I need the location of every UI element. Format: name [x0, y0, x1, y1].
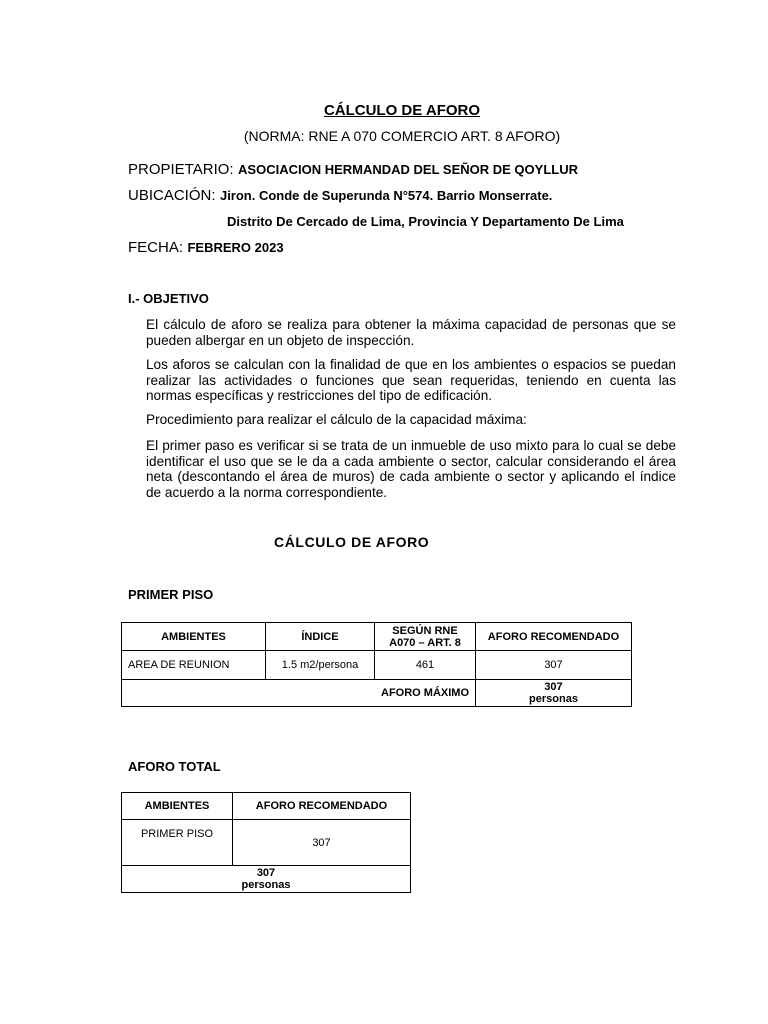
header-ambientes: AMBIENTES	[122, 623, 266, 651]
first-floor-heading: PRIMER PISO	[128, 587, 214, 602]
table-row	[122, 651, 632, 680]
location-value-2: Distrito De Cercado de Lima, Provincia Y Departamento De Lima	[227, 214, 624, 229]
objective-paragraph-3: Procedimiento para realizar el cálculo de la capacidad máxima:	[146, 412, 527, 427]
owner-value: ASOCIACION HERMANDAD DEL SEÑOR DE QOYLLUR	[238, 162, 578, 177]
max-value: 307	[544, 681, 563, 693]
total-sum-cell	[122, 866, 411, 893]
max-label: AFORO MÁXIMO	[122, 680, 476, 707]
total-value: 307	[256, 867, 276, 879]
header-aforo-recomendado: AFORO RECOMENDADO	[476, 623, 632, 651]
date-line	[128, 239, 284, 257]
owner-line	[128, 161, 578, 179]
document-subtitle: (NORMA: RNE A 070 COMERCIO ART. 8 AFORO)	[243, 128, 561, 144]
max-unit: personas	[529, 693, 578, 705]
table-max-row	[122, 680, 632, 707]
location-line	[128, 187, 552, 205]
header-segun-rne-line-1: SEGÚN RNE	[392, 624, 458, 637]
date-label: FECHA:	[128, 239, 184, 256]
total-header-aforo: AFORO RECOMENDADO	[233, 793, 411, 820]
header-segun-rne	[375, 623, 476, 651]
location-label: UBICACIÓN:	[128, 187, 216, 204]
total-header-ambientes: AMBIENTES	[122, 793, 233, 820]
total-sum-row	[122, 866, 411, 893]
calc-heading: CÁLCULO DE AFORO	[274, 534, 430, 550]
location-value-1: Jiron. Conde de Superunda N°574. Barrio Monserrate.	[219, 188, 553, 203]
objective-paragraph-4: El primer paso es verificar si se trata de un inmueble de uso mixto para lo cual se debe identificar el uso que se le da a cada ambiente o sector, calcular considerando el área neta (descontando el área de muros) de cada ambiente o sector y aplicando el índice de acuerdo a la norma correspondiente.	[146, 438, 676, 500]
total-header-row	[122, 793, 411, 820]
document-title: CÁLCULO DE AFORO	[323, 102, 481, 119]
cell-indice: 1.5 m2/persona	[266, 651, 375, 680]
date-value: FEBRERO 2023	[187, 240, 284, 255]
table-row	[122, 820, 411, 866]
first-floor-table	[121, 622, 632, 707]
total-heading: AFORO TOTAL	[128, 759, 221, 774]
total-table	[121, 792, 411, 893]
cell-ambiente: AREA DE REUNION	[122, 651, 266, 680]
total-cell-ambiente: PRIMER PISO	[122, 820, 233, 866]
objective-heading: I.- OBJETIVO	[128, 291, 209, 306]
max-value-cell	[476, 680, 632, 707]
owner-label: PROPIETARIO:	[128, 161, 234, 178]
header-indice: ÍNDICE	[266, 623, 375, 651]
cell-aforo: 307	[476, 651, 632, 680]
objective-paragraph-1: El cálculo de aforo se realiza para obtener la máxima capacidad de personas que se pueden albergar en un objeto de inspección.	[146, 317, 676, 348]
table-header-row	[122, 623, 632, 651]
objective-paragraph-2: Los aforos se calculan con la finalidad de que en los ambientes o espacios se puedan realizar las actividades o funciones que sean requeridas, teniendo en cuenta las normas específicas y restricciones del tipo de edificación.	[146, 357, 676, 404]
cell-segun-rne: 461	[375, 651, 476, 680]
total-unit: personas	[241, 879, 291, 891]
header-segun-rne-line-2: A070 – ART. 8	[389, 636, 461, 649]
total-cell-aforo: 307	[233, 820, 411, 866]
